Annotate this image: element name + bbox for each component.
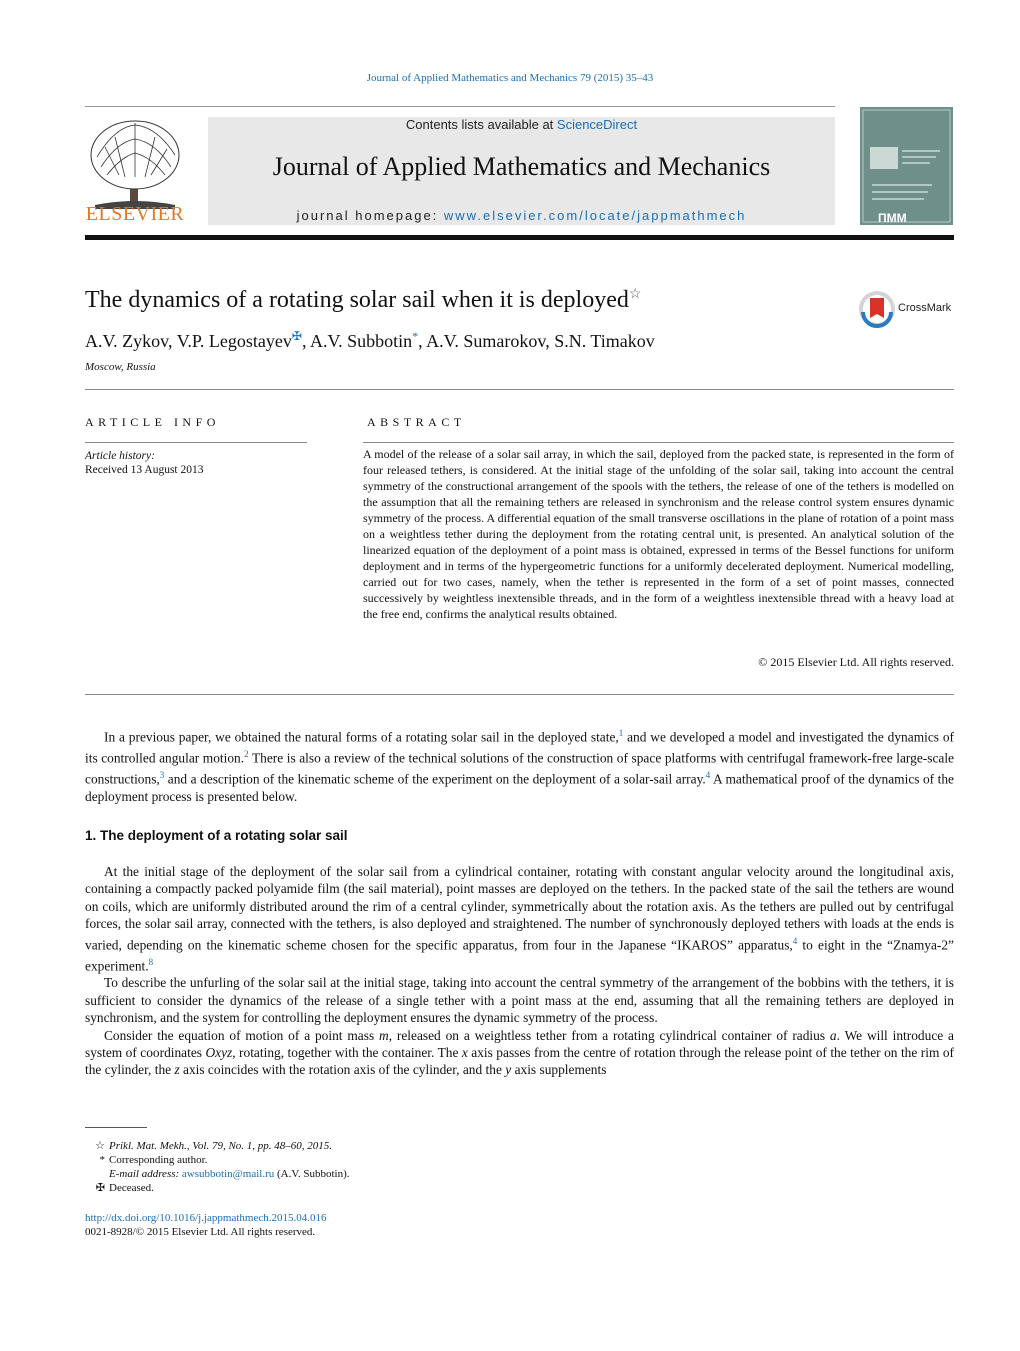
math-symbol: a (829, 1027, 837, 1043)
footnote-item (85, 1181, 154, 1195)
intro-text: In a previous paper, we obtained the natural forms of a rotating solar sail in the deployed state, (104, 729, 619, 745)
author-name[interactable]: A.V. Subbotin (309, 331, 413, 351)
abstract-rule (363, 442, 954, 443)
paragraph-text: axis passes from the centre of rotation through the release point of the tether on the rim of the cylinder, the (85, 1045, 954, 1078)
doi-link[interactable]: http://dx.doi.org/10.1016/j.jappmathmech.2015.04.016 (85, 1212, 327, 1224)
contents-line (208, 117, 835, 132)
paragraph-text: , rotating, together with the container. The (232, 1045, 462, 1060)
math-symbol: m (379, 1027, 389, 1043)
abstract-bottom-rule (85, 694, 954, 695)
paragraph-text: At the initial stage of the deployment of the solar sail from a cylindrical container, rotating with constant angular velocity around the longitudinal axis, containing a compactly packed polyamide film (the sail material), point masses are deployed on the tethers. In the packed state of the sail the tethers are wound on coils, which are uniformly distributed around the rim of a central cylinder, symmetrically about the rotation axis. As the tethers are pulled out by centrifugal forces, the solar sail array, connected with the tethers, is also deployed and straightened. The number of synchronously deployed tethers with loads at the ends is varied, depending on the kinematic scheme chosen for the specific apparatus, from four in the Japanese “IKAROS” apparatus, (85, 864, 954, 953)
crossmark-icon (858, 290, 896, 328)
footnote-item (85, 1139, 332, 1153)
footnote-text: Deceased. (109, 1182, 154, 1194)
paragraph-text: axis supplements (511, 1062, 607, 1078)
article-title-text: The dynamics of a rotating solar sail when it is deployed (85, 287, 629, 313)
crossmark-label: CrossMark (898, 302, 952, 314)
cover-title: ПММ (878, 211, 907, 225)
article-info-rule (85, 442, 307, 443)
footnote-text: Corresponding author. (109, 1154, 208, 1166)
intro-text: There is also a review of the technical solutions of the construction of space platforms with centrifugal framework-free large-scale constructions, (85, 750, 954, 787)
article-title (85, 286, 641, 314)
footnote-text: (A.V. Subbotin). (274, 1168, 350, 1180)
email-link[interactable]: awsubbotin@mail.ru (181, 1168, 275, 1180)
paragraph (85, 1027, 954, 1079)
author-name[interactable]: S.N. Timakov (554, 331, 655, 351)
homepage-line (208, 208, 835, 223)
homepage-label: journal homepage: (296, 208, 444, 223)
affiliation: Moscow, Russia (85, 361, 156, 373)
section-body (85, 863, 954, 1079)
received-date: Received 13 August 2013 (85, 464, 204, 476)
issn-copyright: 0021-8928/© 2015 Elsevier Ltd. All rights reserved. (85, 1226, 316, 1238)
header-rule (85, 106, 835, 107)
email-label: E-mail address: (109, 1168, 182, 1180)
footnote-text: Prikl. Mat. Mekh., Vol. 79, No. 1, pp. 48–60, 2015. (109, 1140, 333, 1152)
deceased-mark[interactable]: ✠ (291, 329, 302, 343)
journal-citation[interactable]: Journal of Applied Mathematics and Mechanics 79 (2015) 35–43 (366, 72, 654, 84)
footnote-rule (85, 1127, 147, 1128)
math-symbol: Oxyz (205, 1045, 233, 1060)
article-history-label: Article history: (85, 450, 155, 462)
paragraph (85, 863, 954, 974)
abstract-text: A model of the release of a solar sail array, in which the sail, deployed from the packed state, is represented in the form of four released tethers, is considered. At the initial stage of the unfolding of the solar sail, taking into account the central symmetry of the constructional arrangement of the spools with the tethers, the release of one of the tethers is modelled on the assumption that all the remaining tethers are released in synchronism and the release control system ensures dynamic symmetry of the process. A differential equation of the small transverse oscillations in the plane of rotation of a point mass on a weightless tether during the deployment from the rotating central unit, is presented. An analytical solution of the linearized equation of the deployment of a point mass is obtained, expressed in terms of the Bessel functions for uniform deployment and in terms of the hypergeometric functions for a uniformly decelerated deployment. Numerical modelling, carried out for two cases, namely, when the tether is represented in the form of a set of point masses, connected successively by weightless inextensible threads, and in the form of a weightless inextensible thread with a heavy load at the free end, confirms the analytical results obtained. (363, 447, 954, 621)
math-symbol: z (174, 1062, 180, 1078)
paragraph-text: to eight in the “Znamya-2” experiment. (85, 937, 954, 973)
section-heading: 1. The deployment of a rotating solar sail (85, 828, 348, 843)
footnote-item (85, 1167, 350, 1181)
title-footnote-star[interactable]: ☆ (628, 287, 642, 302)
paragraph-text: axis coincides with the rotation axis of the cylinder, and the (179, 1062, 506, 1078)
reference-link[interactable]: 1 (618, 728, 624, 738)
sciencedirect-link[interactable]: ScienceDirect (556, 117, 638, 132)
article-info-heading: ARTICLE INFO (85, 415, 220, 429)
elsevier-logo (85, 117, 185, 225)
journal-title: Journal of Applied Mathematics and Mechanics (272, 152, 771, 181)
title-bottom-rule (85, 389, 954, 390)
reference-link[interactable]: 3 (159, 769, 165, 780)
reference-link[interactable]: 8 (148, 956, 154, 967)
reference-link[interactable]: 4 (705, 769, 711, 780)
math-symbol: x (461, 1045, 468, 1060)
author-name[interactable]: A.V. Sumarokov (426, 331, 546, 351)
intro-paragraph (85, 725, 954, 805)
footnote-symbol: ✠ (95, 1182, 105, 1194)
author-name[interactable]: V.P. Legostayev (176, 331, 292, 351)
intro-text: and a description of the kinematic scheme of the experiment on the deployment of a solar-sail array. (164, 771, 706, 787)
abstract-heading: ABSTRACT (367, 415, 466, 429)
header-thick-rule (85, 235, 954, 240)
paragraph-text: , released on a weightless tether from a rotating cylindrical container of radius (388, 1027, 830, 1043)
math-symbol: y (505, 1062, 512, 1078)
footnote-symbol: * (99, 1154, 105, 1166)
journal-cover-thumbnail (860, 107, 953, 225)
contents-prefix: Contents lists available at (405, 117, 557, 132)
crossmark-badge[interactable] (858, 290, 958, 330)
intro-text: and we developed a model and investigated the dynamics of its controlled angular motion. (85, 729, 954, 766)
author-name[interactable]: A.V. Zykov (85, 331, 169, 351)
author-list: A.V. Zykov, V.P. Legostayev✠, A.V. Subbotin*, A.V. Sumarokov, S.N. Timakov (85, 329, 655, 351)
abstract-copyright: © 2015 Elsevier Ltd. All rights reserved. (758, 655, 954, 669)
paragraph-text: Consider the equation of motion of a point mass (104, 1027, 380, 1043)
corresponding-author-mark[interactable]: * (412, 329, 419, 343)
footnote-symbol: ☆ (95, 1140, 105, 1152)
reference-link[interactable]: 4 (792, 935, 798, 946)
footnote-item (85, 1153, 207, 1167)
elsevier-wordmark: ELSEVIER (85, 203, 185, 225)
reference-link[interactable]: 2 (244, 748, 249, 759)
paragraph-text: . We will introduce a system of coordinates (85, 1027, 954, 1060)
paragraph: To describe the unfurling of the solar sail at the initial stage, taking into account the central symmetry of the arrangement of the bobbins with the tethers, it is sufficient to consider the dynamics of the release of a single tether with a point mass at the end, assuming that all the remaining tethers are deployed in synchronism, and the system for controlling the deployment ensures the dynamic symmetry of the process. (85, 975, 954, 1026)
homepage-link[interactable]: www.elsevier.com/locate/jappmathmech (443, 208, 747, 223)
intro-text: A mathematical proof of the dynamics of the deployment process is presented below. (85, 771, 955, 804)
